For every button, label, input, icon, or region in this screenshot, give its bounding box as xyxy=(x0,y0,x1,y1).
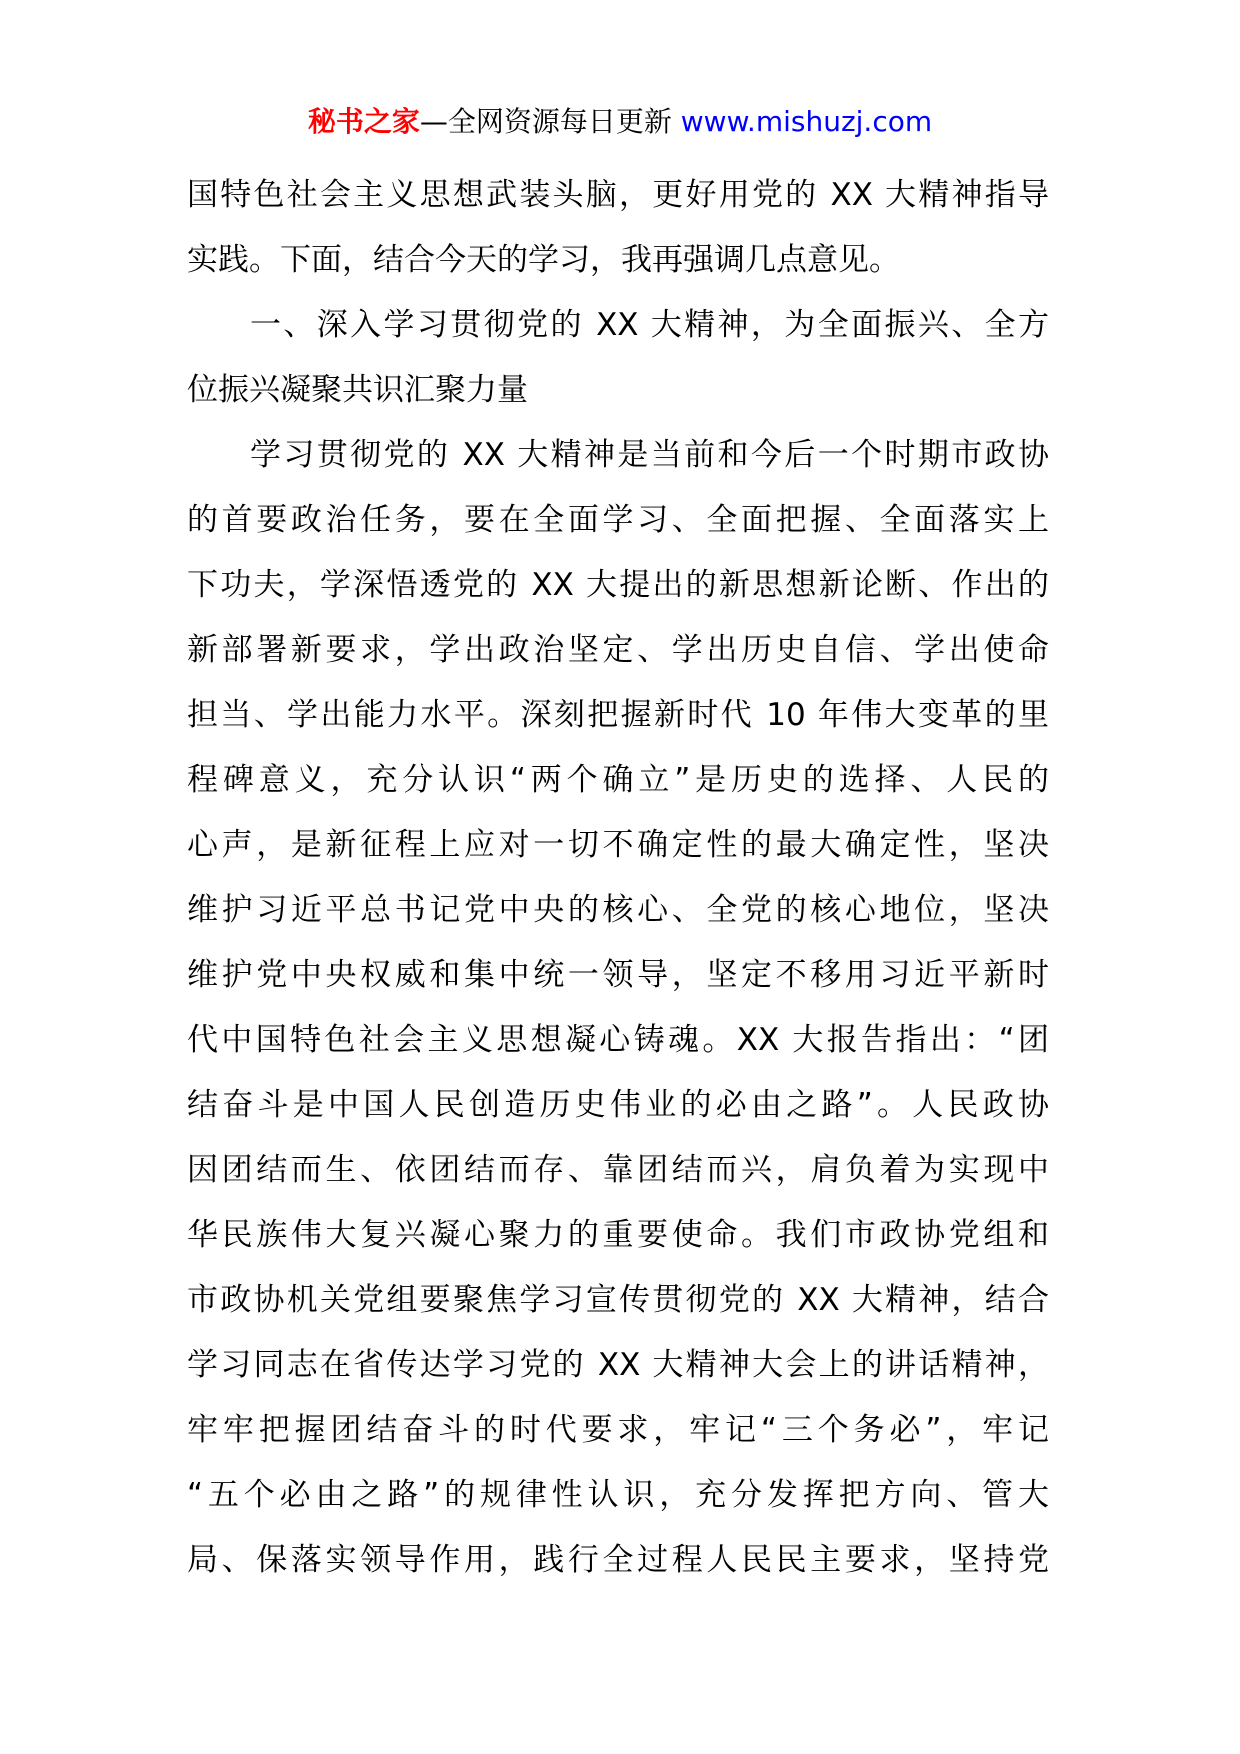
text-line: 牢牢把握团结奋斗的时代要求，牢记“三个务必”，牢记 xyxy=(187,1412,1049,1448)
document-body xyxy=(187,163,1049,1593)
text-line: 国特色社会主义思想武装头脑，更好用党的 XX 大精神指导 xyxy=(187,177,1049,213)
text-line: 局、保落实领导作用，践行全过程人民民主要求，坚持党 xyxy=(187,1542,1049,1578)
section-heading-line: 位振兴凝聚共识汇聚力量 xyxy=(187,372,528,408)
header-brand: 秘书之家 xyxy=(307,105,420,138)
text-line: 担当、学出能力水平。深刻把握新时代 10 年伟大变革的里 xyxy=(187,697,1049,733)
text-line: 维护习近平总书记党中央的核心、全党的核心地位，坚决 xyxy=(187,892,1049,928)
text-line: 实践。下面，结合今天的学习，我再强调几点意见。 xyxy=(187,242,900,278)
text-line: 的首要政治任务，要在全面学习、全面把握、全面落实上 xyxy=(187,502,1049,538)
text-line: 新部署新要求，学出政治坚定、学出历史自信、学出使命 xyxy=(187,632,1049,668)
text-line: 心声，是新征程上应对一切不确定性的最大确定性，坚决 xyxy=(187,827,1049,863)
text-line: 市政协机关党组要聚焦学习宣传贯彻党的 XX 大精神，结合 xyxy=(187,1282,1049,1318)
section-heading-line: 一、深入学习贯彻党的 XX 大精神，为全面振兴、全方 xyxy=(250,307,1049,343)
text-line: 因团结而生、依团结而存、靠团结而兴，肩负着为实现中 xyxy=(187,1152,1049,1188)
page-header xyxy=(0,100,1240,144)
text-line: 代中国特色社会主义思想凝心铸魂。XX 大报告指出：“团 xyxy=(187,1022,1049,1058)
text-line: 程碑意义，充分认识“两个确立”是历史的选择、人民的 xyxy=(187,762,1049,798)
header-tagline: —全网资源每日更新 xyxy=(419,105,681,138)
text-line: 维护党中央权威和集中统一领导，坚定不移用习近平新时 xyxy=(187,957,1049,993)
text-line: 结奋斗是中国人民创造历史伟业的必由之路”。人民政协 xyxy=(187,1087,1049,1123)
text-line: “五个必由之路”的规律性认识，充分发挥把方向、管大 xyxy=(187,1477,1049,1513)
header-url-link[interactable]: www.mishuzj.com xyxy=(680,105,933,138)
text-line: 华民族伟大复兴凝心聚力的重要使命。我们市政协党组和 xyxy=(187,1217,1049,1253)
paragraph-first-line: 学习贯彻党的 XX 大精神是当前和今后一个时期市政协 xyxy=(250,437,1049,473)
text-line: 学习同志在省传达学习党的 XX 大精神大会上的讲话精神， xyxy=(187,1347,1049,1383)
text-line: 下功夫，学深悟透党的 XX 大提出的新思想新论断、作出的 xyxy=(187,567,1049,603)
